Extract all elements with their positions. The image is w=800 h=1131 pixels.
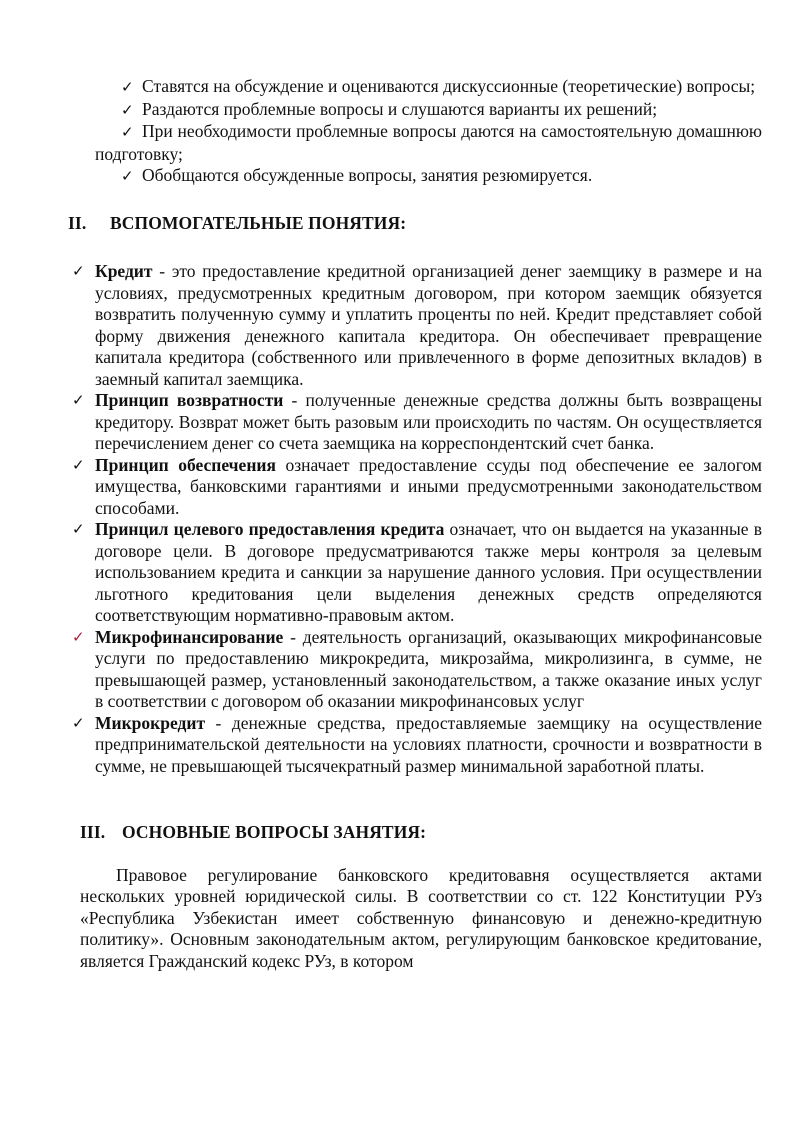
intro-checklist [95,76,762,188]
checkmark-icon: ✓ [72,455,85,474]
definition-text: означает, что он выдается на указанные в договоре цели. В договоре предусматриваются также меры контроля за целевым использованием кредита и санкции за нарушение данного условия. При осуществлении льготного кредитования цели выделения денежных средств определяются соответствующим нормативно-правовым актом. [95,519,762,625]
checkmark-icon: ✓ [121,123,134,141]
section-number: III. [80,822,106,842]
section-heading [68,213,762,235]
definition-item [72,261,762,390]
definitions-list [72,261,762,777]
definition-text: - деятельность организаций, оказывающих микрофинансовые услуги по предоставлению микрокредита, микрозайма, микролизинга, в сумме, не превышающей размер, установленный законодательством, а также оказание иных услуг в соответствии с договором об оказании микрофинансовых услуг [95,626,762,711]
checkmark-icon: ✓ [72,627,85,646]
checkmark-icon: ✓ [121,78,134,96]
checkmark-icon: ✓ [121,167,134,185]
definition-term: Микрофинансирование [95,626,284,647]
checkmark-icon: ✓ [72,713,85,732]
checkmark-icon: ✓ [72,520,85,538]
checkmark-icon: ✓ [72,391,85,409]
definition-item [72,390,762,455]
body-paragraph: Правовое регулирование банковского кредитовавня осуществляется актами нескольких уровней юридической силы. В соответствии со ст. 122 Конституции РУз «Республика Узбекистан имеет собственную финансовую и денежно-кредитную политику». Основным законодательным актом, регулирующим банковское кредитование, является Гражданский кодекс РУз, в котором [80,864,762,971]
definition-text: означает предоставление ссуды под обеспечение ее залогом имущества, банковскими гарантиями и иными предусмотренными законодательством способами. [95,454,762,518]
definition-item [72,713,762,778]
definition-term: Микрокредит [95,712,206,733]
definition-term: Принцип возвратности [95,390,284,410]
definition-item [72,627,762,713]
checkmark-icon: ✓ [72,262,85,280]
section-number: II. [68,212,87,233]
list-item: ✓ Раздаются проблемные вопросы и слушаются варианты их решений; [95,99,762,122]
list-item: ✓ При необходимости проблемные вопросы даются на самостоятельную домашнюю подготовку; [95,121,762,164]
section-title: ВСПОМОГАТЕЛЬНЫЕ ПОНЯТИЯ: [110,212,407,233]
definition-item [72,519,762,627]
definition-item [72,455,762,520]
section-heading [80,822,762,844]
definition-term: Кредит [95,261,153,281]
section-title: ОСНОВНЫЕ ВОПРОСЫ ЗАНЯТИЯ: [122,822,427,842]
definition-text: - это предоставление кредитной организацией денег заемщику в размере и на условиях, предусмотренных кредитным договором, при котором заемщик обязуется возвратить полученную сумму и уплатить проценты по ней. Кредит представляет собой форму движения денежного капитала кредитора. Он обеспечивает превращение капитала кредитора (собственного или привлеченного в форме депозитных вкладов) в заемный капитал заемщика. [95,261,762,389]
definition-text: - полученные денежные средства должны быть возвращены кредитору. Возврат может быть разовым или происходить по частям. Он осуществляется перечислением денег со счета заемщика на корреспондентский счет банка. [95,390,763,453]
definition-term: Принцил целевого предоставления кредита [95,519,445,539]
list-item: ✓ Ставятся на обсуждение и оцениваются дискуссионные (теоретические) вопросы; [95,76,762,99]
definition-term: Принцип обеспечения [95,454,276,475]
list-item: ✓ Обобщаются обсужденные вопросы, занятия резюмируется. [95,165,762,188]
checkmark-icon: ✓ [121,100,134,119]
definition-text: - денежные средства, предоставляемые заемщику на осуществление предпринимательской деятельности на условиях платности, срочности и возвратности в сумме, не превышающей тысячекратный размер минимальной заработной платы. [95,712,762,776]
